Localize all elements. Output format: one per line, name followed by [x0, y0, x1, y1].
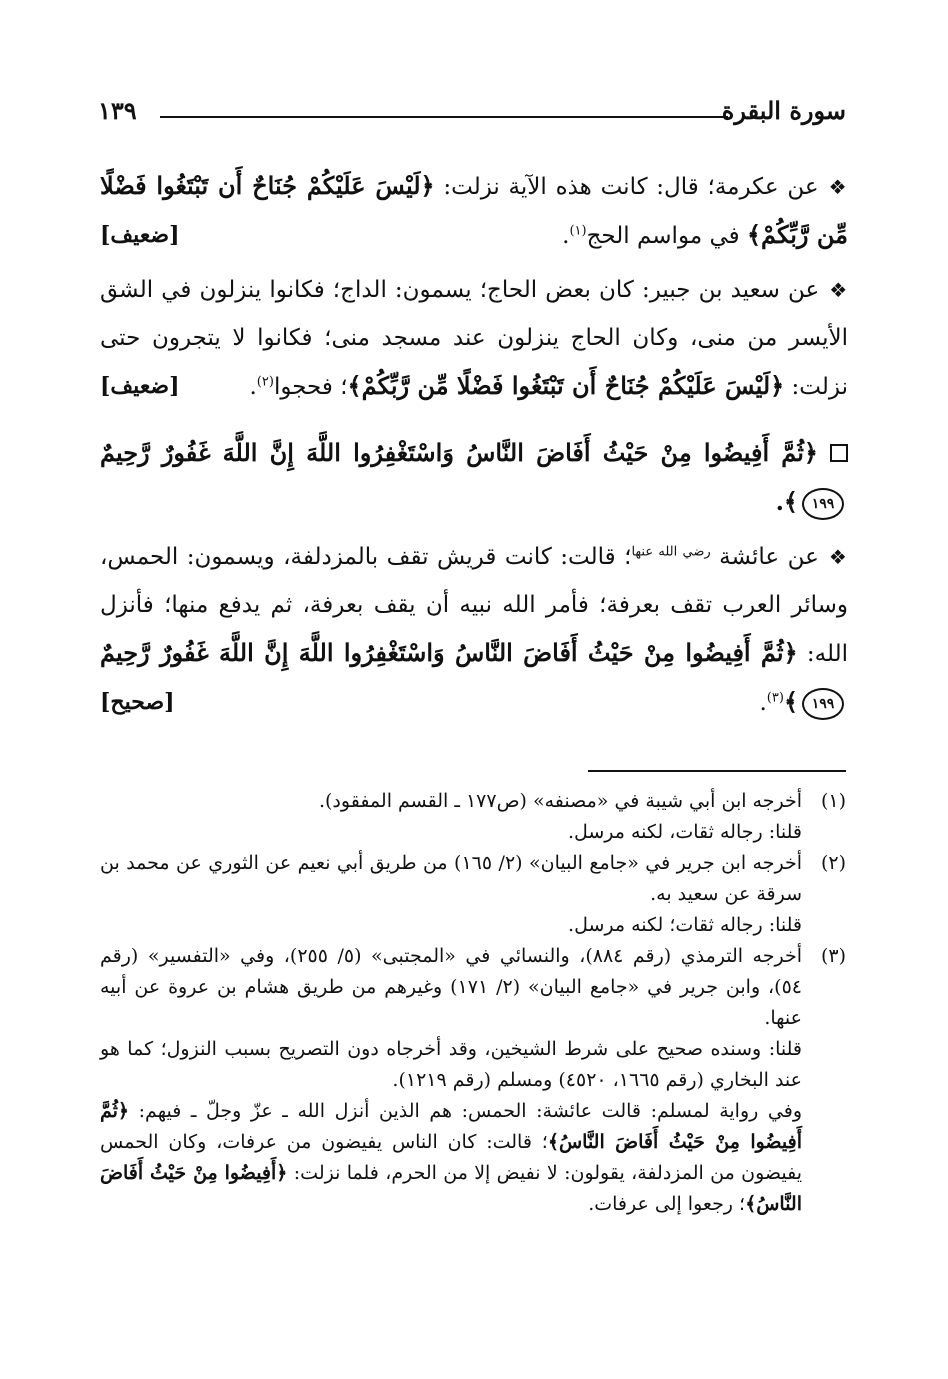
footnote-line: قلنا: وسنده صحيح على شرط الشيخين، وقد أخرجاه دون التصريح بسبب النزول؛ كما هو عند البخاري (رقم ١٦٦٥، ٤٥٢٠) ومسلم (رقم ١٢١٩). [100, 1038, 802, 1091]
narration-saeed [100, 266, 848, 411]
bullet-diamond-icon: ❖ [828, 175, 848, 199]
grade-label: [ضعيف] [100, 222, 180, 248]
footnote-separator [588, 770, 846, 772]
quran-quote: ﴿أَفِيضُوا مِنْ حَيْثُ أَفَاضَ النَّاسُ﴾ [100, 1162, 802, 1215]
footnote-line: قلنا: رجاله ثقات؛ لكنه مرسل. [568, 914, 802, 936]
page-header [98, 96, 846, 136]
footnote-text: ؛ قالت: كان الناس يفيضون من عرفات، وكان الحمس يفيضون من المزدلفة، يقولون: لا نفيض إلا من الحرم، فلما نزلت: [100, 1131, 802, 1184]
header-rule [160, 116, 728, 118]
verse-heading [100, 429, 848, 527]
footnote-number: (٢) [820, 852, 846, 874]
footnote-ref[interactable]: (٣) [766, 690, 784, 706]
quran-quote: ﴿لَيْسَ عَلَيْكُمْ جُنَاحٌ أَن تَبْتَغُوا فَضْلًا مِّن رَّبِّكُمْ﴾ [100, 171, 848, 249]
footnote-number: (١) [820, 790, 846, 812]
quran-quote: ﴿ثُمَّ أَفِيضُوا مِنْ حَيْثُ أَفَاضَ النَّاسُ وَاسْتَغْفِرُوا اللَّهَ إِنَّ اللَّهَ غَفُورٌ رَّحِيمٌ [100, 638, 798, 667]
footnote-line: أخرجه ابن جرير في «جامع البيان» (٢/ ١٦٥) من طريق أبي نعيم عن الثوري عن محمد بن سرقة عن سعيد به. [100, 852, 802, 905]
punctuation: . [562, 223, 570, 249]
narration-aisha [100, 533, 848, 727]
grade-label: [ضعيف] [100, 373, 180, 399]
main-text [100, 162, 848, 727]
footnote-line [100, 1096, 802, 1220]
bullet-diamond-icon: ❖ [829, 278, 848, 302]
footnotes [100, 786, 846, 1220]
narration-text: عن عكرمة؛ قال: كانت هذه الآية نزلت: [434, 174, 819, 200]
ayah-number-badge: ١٩٩ [802, 688, 844, 720]
page-number: ١٣٩ [98, 96, 137, 125]
footnote-text: ؛ رجعوا إلى عرفات. [588, 1193, 746, 1215]
narration-text: ؛ فحجوا [273, 374, 348, 400]
footnote-2 [100, 848, 846, 941]
footnote-line: أخرجه ابن أبي شيبة في «مصنفه» (ص١٧٧ ـ القسم المفقود). [318, 790, 802, 812]
footnote-ref[interactable]: (٢) [256, 374, 274, 390]
footnote-ref[interactable]: (١) [569, 223, 587, 239]
ayah-number-badge: ١٩٩ [802, 488, 844, 520]
narration-text: ؛ قالت: كانت قريش تقف بالمزدلفة، ويسمون: الحمس، وسائر العرب تقف بعرفة؛ فأمر الله نبيه أن يقف بعرفة، ثم يدفع منها؛ فأنزل الله: [100, 544, 849, 667]
square-marker-icon [830, 444, 848, 462]
punctuation: . [249, 374, 257, 400]
punctuation: . [759, 690, 767, 716]
narration-text: عن سعيد بن جبير: كان بعض الحاج؛ يسمون: الداج؛ فكانوا ينزلون في الشق الأيسر من منى، وكان الحاج ينزلون عند مسجد منى؛ فكانوا لا يتجرون حتى نزلت: [100, 277, 848, 400]
quran-close: ﴾. [775, 487, 798, 516]
honorific-glyph: رضي الله عنها [631, 544, 711, 560]
footnote-line: أخرجه الترمذي (رقم ٨٨٤)، والنسائي في «المجتبى» (٥/ ٢٥٥)، وفي «التفسير» (رقم ٥٤)، وابن جرير في «جامع البيان» (٢/ ١٧١) وغيرهم من طريق هشام بن عروة عن أبيه عنها. [100, 945, 802, 1029]
quran-close: ﴾ [783, 687, 798, 716]
footnote-line: قلنا: رجاله ثقات، لكنه مرسل. [567, 821, 802, 843]
footnote-text: وفي رواية لمسلم: قالت عائشة: الحمس: هم الذين أنزل الله ـ عزّ وجلّ ـ فيهم: [129, 1100, 802, 1122]
footnote-1 [100, 786, 846, 848]
narration-text: عن عائشة [710, 544, 819, 570]
footnote-number: (٣) [820, 945, 846, 967]
quran-quote: ﴿ثُمَّ أَفِيضُوا مِنْ حَيْثُ أَفَاضَ النَّاسُ﴾ [100, 1100, 802, 1153]
narration-text: في مواسم الحج [586, 223, 747, 249]
bullet-diamond-icon: ❖ [828, 545, 848, 569]
quran-verse: ﴿ثُمَّ أَفِيضُوا مِنْ حَيْثُ أَفَاضَ النَّاسُ وَاسْتَغْفِرُوا اللَّهَ إِنَّ اللَّهَ غَفُورٌ رَّحِيمٌ [100, 438, 818, 467]
surah-title: سورة البقرة [721, 96, 846, 125]
narration-ikrimah [100, 162, 848, 260]
quran-quote: ﴿لَيْسَ عَلَيْكُمْ جُنَاحٌ أَن تَبْتَغُوا فَضْلًا مِّن رَّبِّكُمْ﴾ [347, 371, 785, 400]
grade-label: [صحيح] [100, 689, 175, 715]
footnote-3 [100, 941, 846, 1220]
